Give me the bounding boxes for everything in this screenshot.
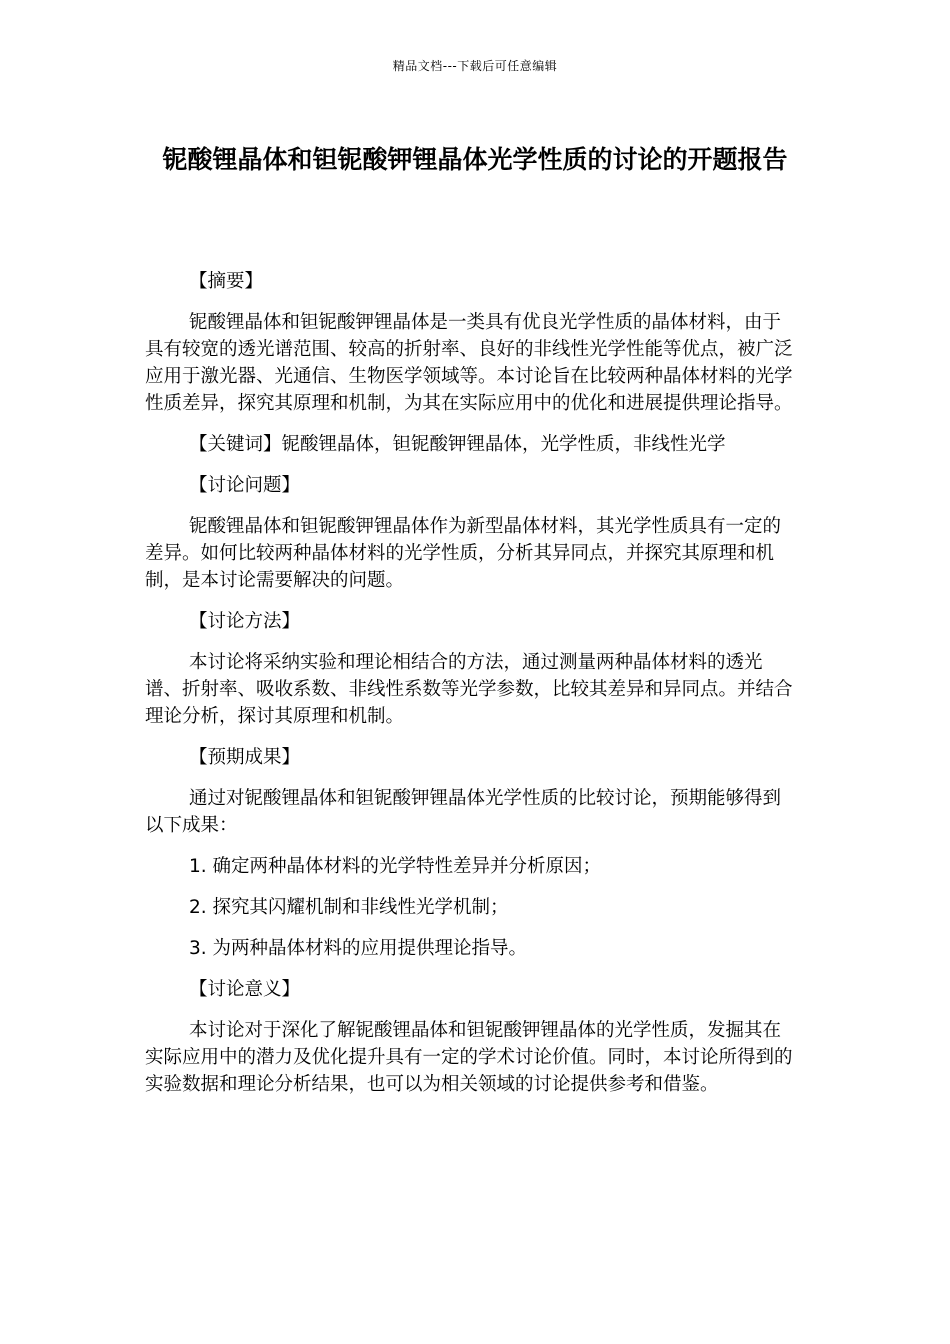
- document-body: [145, 268, 793, 1098]
- abstract-heading: 【摘要】: [189, 271, 264, 292]
- results-heading: 【预期成果】: [189, 747, 301, 768]
- method-paragraph: 本讨论将采纳实验和理论相结合的方法，通过测量两种晶体材料的透光谱、折射率、吸收系数、非线性系数等光学参数，比较其差异和异同点。并结合理论分析，探讨其原理和机制。: [145, 652, 793, 727]
- page-header-note: 精品文档---下载后可任意编辑: [392, 59, 558, 73]
- results-paragraph: 通过对铌酸锂晶体和钽铌酸钾锂晶体光学性质的比较讨论，预期能够得到以下成果：: [145, 788, 782, 836]
- results-list-item: 3. 为两种晶体材料的应用提供理论指导。: [189, 938, 528, 959]
- document-title: 铌酸锂晶体和钽铌酸钾锂晶体光学性质的讨论的开题报告: [162, 145, 788, 174]
- significance-paragraph: 本讨论对于深化了解铌酸锂晶体和钽铌酸钾锂晶体的光学性质，发掘其在实际应用中的潜力及优化提升具有一定的学术讨论价值。同时，本讨论所得到的实验数据和理论分析结果，也可以为相关领域的讨论提供参考和借鉴。: [145, 1020, 793, 1095]
- keywords-line: 【关键词】铌酸锂晶体，钽铌酸钾锂晶体，光学性质，非线性光学: [189, 434, 726, 455]
- method-heading: 【讨论方法】: [189, 611, 301, 632]
- problem-paragraph: 铌酸锂晶体和钽铌酸钾锂晶体作为新型晶体材料，其光学性质具有一定的差异。如何比较两种晶体材料的光学性质，分析其异同点，并探究其原理和机制，是本讨论需要解决的问题。: [145, 516, 782, 591]
- significance-heading: 【讨论意义】: [189, 979, 301, 1000]
- abstract-paragraph: 铌酸锂晶体和钽铌酸钾锂晶体是一类具有优良光学性质的晶体材料，由于具有较宽的透光谱范围、较高的折射率、良好的非线性光学性能等优点，被广泛应用于激光器、光通信、生物医学领域等。本讨论旨在比较两种晶体材料的光学性质差异，探究其原理和机制，为其在实际应用中的优化和进展提供理论指导。: [145, 312, 793, 414]
- results-list-item: 2. 探究其闪耀机制和非线性光学机制；: [189, 897, 509, 918]
- problem-heading: 【讨论问题】: [189, 475, 301, 496]
- results-list-item: 1. 确定两种晶体材料的光学特性差异并分析原因；: [189, 856, 602, 877]
